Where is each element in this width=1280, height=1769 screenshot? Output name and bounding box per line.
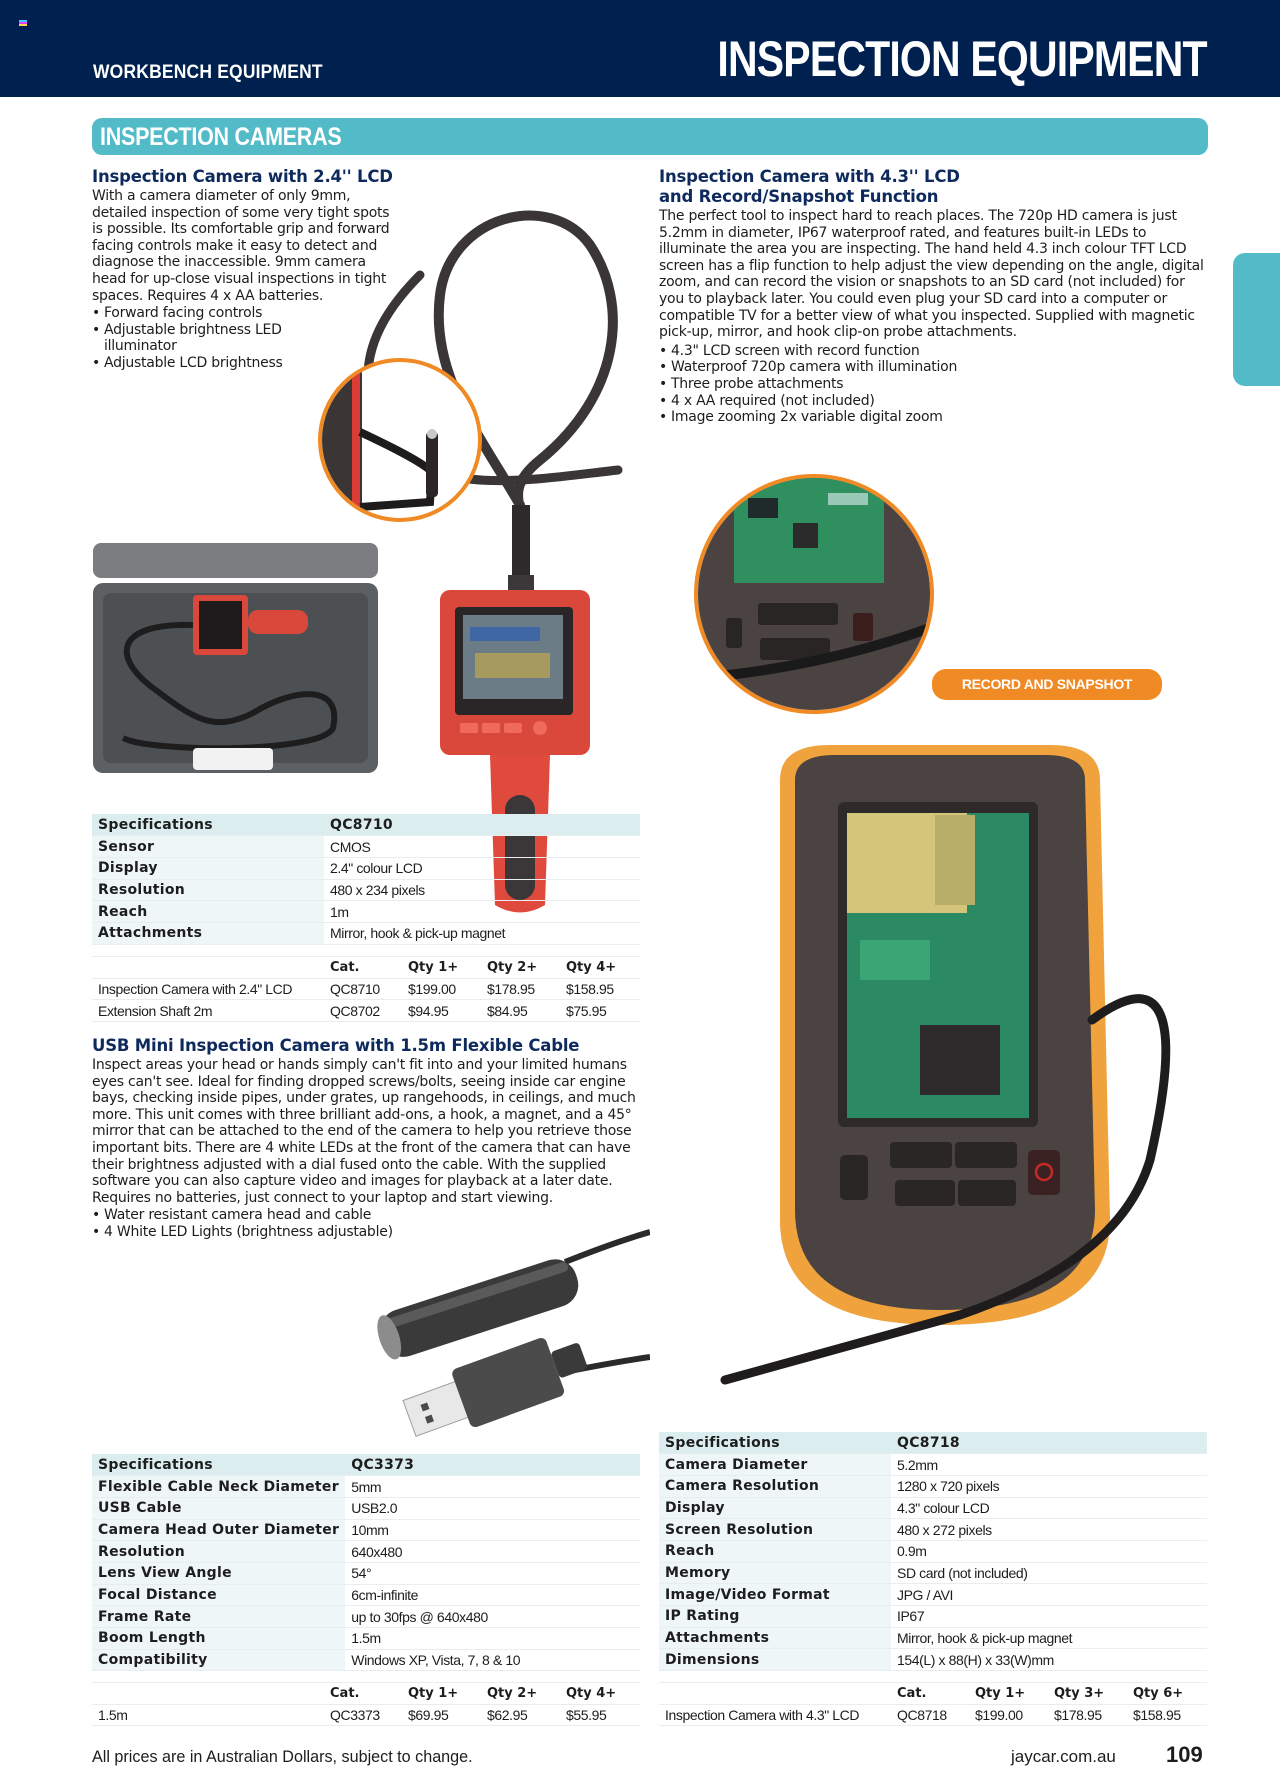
price-header-cell: Cat.: [324, 1683, 402, 1705]
spec-key: Focal Distance: [92, 1584, 345, 1606]
spec-header-label: Specifications: [92, 1454, 345, 1476]
spec-row: [92, 1519, 640, 1541]
spec-key: Flexible Cable Neck Diameter: [92, 1476, 345, 1498]
price-cat-number[interactable]: QC8702: [324, 1000, 402, 1022]
price-value: $69.95: [402, 1704, 481, 1726]
spec-value: up to 30fps @ 640x480: [345, 1606, 640, 1628]
spec-value: 2.4" colour LCD: [324, 857, 640, 879]
spec-row: [659, 1584, 1207, 1606]
spec-key: Attachments: [659, 1627, 891, 1649]
price-header-cell: Qty 2+: [481, 957, 560, 979]
category-bar: [92, 118, 1208, 155]
feature-item: • 4 x AA required (not included): [659, 393, 1204, 410]
price-header-cell: [92, 1683, 324, 1705]
spec-row: [92, 857, 640, 879]
spec-row: [92, 836, 640, 858]
category-label: INSPECTION CAMERAS: [100, 123, 342, 151]
spec-key: Camera Resolution: [659, 1475, 891, 1497]
spec-key: Sensor: [92, 836, 324, 858]
page-title: INSPECTION EQUIPMENT: [717, 31, 1207, 87]
detail-closeup-record-buttons: [694, 474, 934, 714]
spec-value: 5.2mm: [891, 1454, 1207, 1476]
spec-key: Camera Diameter: [659, 1454, 891, 1476]
spec-key: Frame Rate: [92, 1606, 345, 1628]
spec-row: [659, 1606, 1207, 1628]
footer-website-link[interactable]: jaycar.com.au: [1011, 1747, 1116, 1766]
spec-header-model: QC8718: [891, 1432, 1207, 1454]
price-header-cell: [92, 957, 324, 979]
spec-key: Memory: [659, 1562, 891, 1584]
feature-item: • Adjustable LCD brightness: [92, 355, 402, 372]
price-header-row: [92, 957, 640, 979]
spec-row: [659, 1649, 1207, 1671]
spec-row: [659, 1475, 1207, 1497]
page-number: 109: [1166, 1742, 1203, 1767]
price-value: $178.95: [1048, 1704, 1127, 1726]
price-header-cell: Cat.: [891, 1683, 969, 1705]
spec-key: Lens View Angle: [92, 1562, 345, 1584]
price-header-cell: Qty 2+: [481, 1683, 560, 1705]
price-header-row: [659, 1683, 1207, 1705]
print-color-mark-icon: [19, 20, 27, 27]
price-header-cell: [659, 1683, 891, 1705]
spec-key: Boom Length: [92, 1628, 345, 1650]
spec-row: [659, 1519, 1207, 1541]
price-item-name: Inspection Camera with 2.4" LCD: [92, 978, 324, 1000]
spec-value: 1.5m: [345, 1628, 640, 1650]
spec-key: Dimensions: [659, 1649, 891, 1671]
spec-value: 4.3" colour LCD: [891, 1497, 1207, 1519]
feature-item: • Three probe attachments: [659, 376, 1204, 393]
price-row: [92, 1000, 640, 1022]
spec-value: SD card (not included): [891, 1562, 1207, 1584]
price-header-cell: Qty 1+: [402, 957, 481, 979]
spec-value: 10mm: [345, 1519, 640, 1541]
product-title: [659, 167, 1204, 207]
spec-table-qc3373: [92, 1454, 640, 1671]
spec-value: USB2.0: [345, 1497, 640, 1519]
spec-value: Windows XP, Vista, 7, 8 & 10: [345, 1649, 640, 1671]
price-cat-number[interactable]: QC8718: [891, 1704, 969, 1726]
spec-value: Mirror, hook & pick-up magnet: [324, 922, 640, 944]
spec-value: 5mm: [345, 1476, 640, 1498]
spec-key: Compatibility: [92, 1649, 345, 1671]
spec-header-label: Specifications: [659, 1432, 891, 1454]
spec-value: 154(L) x 88(H) x 33(W)mm: [891, 1649, 1207, 1671]
price-cat-number[interactable]: QC8710: [324, 978, 402, 1000]
spec-row: [92, 901, 640, 923]
spec-value: 0.9m: [891, 1540, 1207, 1562]
spec-header-label: Specifications: [92, 814, 324, 836]
spec-header-row: [92, 814, 640, 836]
spec-key: Attachments: [92, 922, 324, 944]
price-header-cell: Qty 4+: [560, 1683, 640, 1705]
spec-key: Image/Video Format: [659, 1584, 891, 1606]
spec-key: Reach: [92, 901, 324, 923]
feature-item: • Adjustable brightness LED illuminator: [92, 322, 307, 355]
spec-header-row: [92, 1454, 640, 1476]
price-header-cell: Qty 1+: [402, 1683, 481, 1705]
price-row: [659, 1704, 1207, 1726]
section-side-tab[interactable]: [1233, 253, 1280, 386]
product-image-qc8718: [720, 740, 1200, 1390]
spec-value: 480 x 234 pixels: [324, 879, 640, 901]
feature-item: • Water resistant camera head and cable: [92, 1207, 652, 1224]
price-value: $94.95: [402, 1000, 481, 1022]
detail-closeup-camera-tip: [318, 358, 482, 522]
spec-row: [659, 1540, 1207, 1562]
product-description: The perfect tool to inspect hard to reach places. The 720p HD camera is just 5.2mm in diameter, IP67 waterproof rated, and features built-in LEDs to illuminate the area you are inspecting. The hand held 4.3 inch colour TFT LCD screen has a flip function to help adjust the view depending on the angle, digital zoom, and can record the vision or snapshots to an SD card (not included) for you to playback later. You could even plug your SD card into a computer or compatible TV for a better view of what you inspected. Supplied with magnetic pick-up, mirror, and hook clip-on probe attachments.: [659, 208, 1204, 341]
spec-key: Screen Resolution: [659, 1519, 891, 1541]
product-title-line: and Record/Snapshot Function: [659, 187, 939, 206]
spec-row: [92, 1562, 640, 1584]
price-value: $158.95: [560, 978, 640, 1000]
spec-key: Resolution: [92, 1541, 345, 1563]
feature-item: • Forward facing controls: [92, 305, 402, 322]
spec-row: [92, 1649, 640, 1671]
spec-key: Resolution: [92, 879, 324, 901]
product-title: Inspection Camera with 2.4'' LCD: [92, 167, 393, 186]
spec-key: Camera Head Outer Diameter: [92, 1519, 345, 1541]
spec-row: [92, 1584, 640, 1606]
spec-row: [92, 922, 640, 944]
price-value: $55.95: [560, 1704, 640, 1726]
footer-disclaimer: All prices are in Australian Dollars, subject to change.: [92, 1747, 473, 1766]
product-qc3373-info: [92, 1036, 652, 1241]
price-row: [92, 1704, 640, 1726]
price-header-cell: Qty 4+: [560, 957, 640, 979]
price-value: $199.00: [969, 1704, 1048, 1726]
spec-row: [659, 1454, 1207, 1476]
spec-key: Display: [659, 1497, 891, 1519]
spec-key: IP Rating: [659, 1606, 891, 1628]
price-table-qc8718: [659, 1682, 1207, 1726]
price-table-qc8710: [92, 956, 640, 1022]
product-image-qc3373: [365, 1222, 650, 1442]
spec-value: 1m: [324, 901, 640, 923]
price-value: $75.95: [560, 1000, 640, 1022]
spec-key: Reach: [659, 1540, 891, 1562]
spec-row: [92, 1628, 640, 1650]
price-table-qc3373: [92, 1682, 640, 1726]
spec-row: [92, 1541, 640, 1563]
feature-item: • 4 White LED Lights (brightness adjustable): [92, 1224, 652, 1241]
section-label: WORKBENCH EQUIPMENT: [93, 62, 323, 83]
product-description: Inspect areas your head or hands simply can't fit into and your limited humans eyes can't see. Ideal for finding dropped screws/bolts, seeing inside car engine bays, checking inside pipes, under grates, up rangehoods, in ceilings, and much more. This unit comes with three brilliant add-ons, a hook, a magnet, and a 45° mirror that can be attached to the end of the camera to help you retrieve those important bits. There are 4 white LEDs at the front of the camera that can have their brightness adjusted with a dial fused onto the cable. With the supplied software you can also capture video and images for playback at a later date. Requires no batteries, just connect to your laptop and start viewing.: [92, 1057, 636, 1206]
spec-table-qc8710: [92, 814, 640, 945]
spec-row: [659, 1627, 1207, 1649]
spec-value: 640x480: [345, 1541, 640, 1563]
callout-badge: RECORD AND SNAPSHOT FUNCTION: [932, 669, 1162, 700]
spec-row: [92, 879, 640, 901]
feature-item: • Image zooming 2x variable digital zoom: [659, 409, 1204, 426]
price-value: $158.95: [1127, 1704, 1207, 1726]
price-item-name: Extension Shaft 2m: [92, 1000, 324, 1022]
price-header-cell: Cat.: [324, 957, 402, 979]
spec-value: 1280 x 720 pixels: [891, 1475, 1207, 1497]
product-description: With a camera diameter of only 9mm, detailed inspection of some very tight spots is possible. Its comfortable grip and forward facing controls make it easy to detect and diagnose the inaccessible. 9mm camera head for up-close visual inspections in tight spaces. Requires 4 x AA batteries.: [92, 188, 390, 304]
feature-item: • Waterproof 720p camera with illumination: [659, 359, 1204, 376]
spec-row: [92, 1497, 640, 1519]
feature-list: [659, 343, 1204, 426]
spec-key: Display: [92, 857, 324, 879]
feature-item: • 4.3" LCD screen with record function: [659, 343, 1204, 360]
price-header-cell: Qty 3+: [1048, 1683, 1127, 1705]
price-value: $84.95: [481, 1000, 560, 1022]
price-cat-number[interactable]: QC3373: [324, 1704, 402, 1726]
spec-table-qc8718: [659, 1432, 1207, 1671]
spec-row: [659, 1562, 1207, 1584]
spec-value: IP67: [891, 1606, 1207, 1628]
price-value: $62.95: [481, 1704, 560, 1726]
price-item-name: 1.5m: [92, 1704, 324, 1726]
price-row: [92, 978, 640, 1000]
spec-header-model: QC3373: [345, 1454, 640, 1476]
spec-row: [659, 1497, 1207, 1519]
spec-row: [92, 1606, 640, 1628]
spec-value: Mirror, hook & pick-up magnet: [891, 1627, 1207, 1649]
price-value: $178.95: [481, 978, 560, 1000]
price-header-cell: Qty 1+: [969, 1683, 1048, 1705]
spec-value: CMOS: [324, 836, 640, 858]
spec-value: JPG / AVI: [891, 1584, 1207, 1606]
spec-key: USB Cable: [92, 1497, 345, 1519]
spec-header-row: [659, 1432, 1207, 1454]
price-item-name: Inspection Camera with 4.3" LCD: [659, 1704, 891, 1726]
spec-value: 54°: [345, 1562, 640, 1584]
product-title-line: Inspection Camera with 4.3'' LCD: [659, 167, 960, 186]
spec-value: 6cm-infinite: [345, 1584, 640, 1606]
price-header-cell: Qty 6+: [1127, 1683, 1207, 1705]
price-value: $199.00: [402, 978, 481, 1000]
spec-value: 480 x 272 pixels: [891, 1519, 1207, 1541]
price-header-row: [92, 1683, 640, 1705]
product-image-carry-case: [93, 538, 383, 783]
spec-row: [92, 1476, 640, 1498]
product-title: USB Mini Inspection Camera with 1.5m Flexible Cable: [92, 1036, 580, 1055]
product-qc8718-info: [659, 167, 1204, 426]
header-band: [0, 0, 1280, 97]
spec-header-model: QC8710: [324, 814, 640, 836]
